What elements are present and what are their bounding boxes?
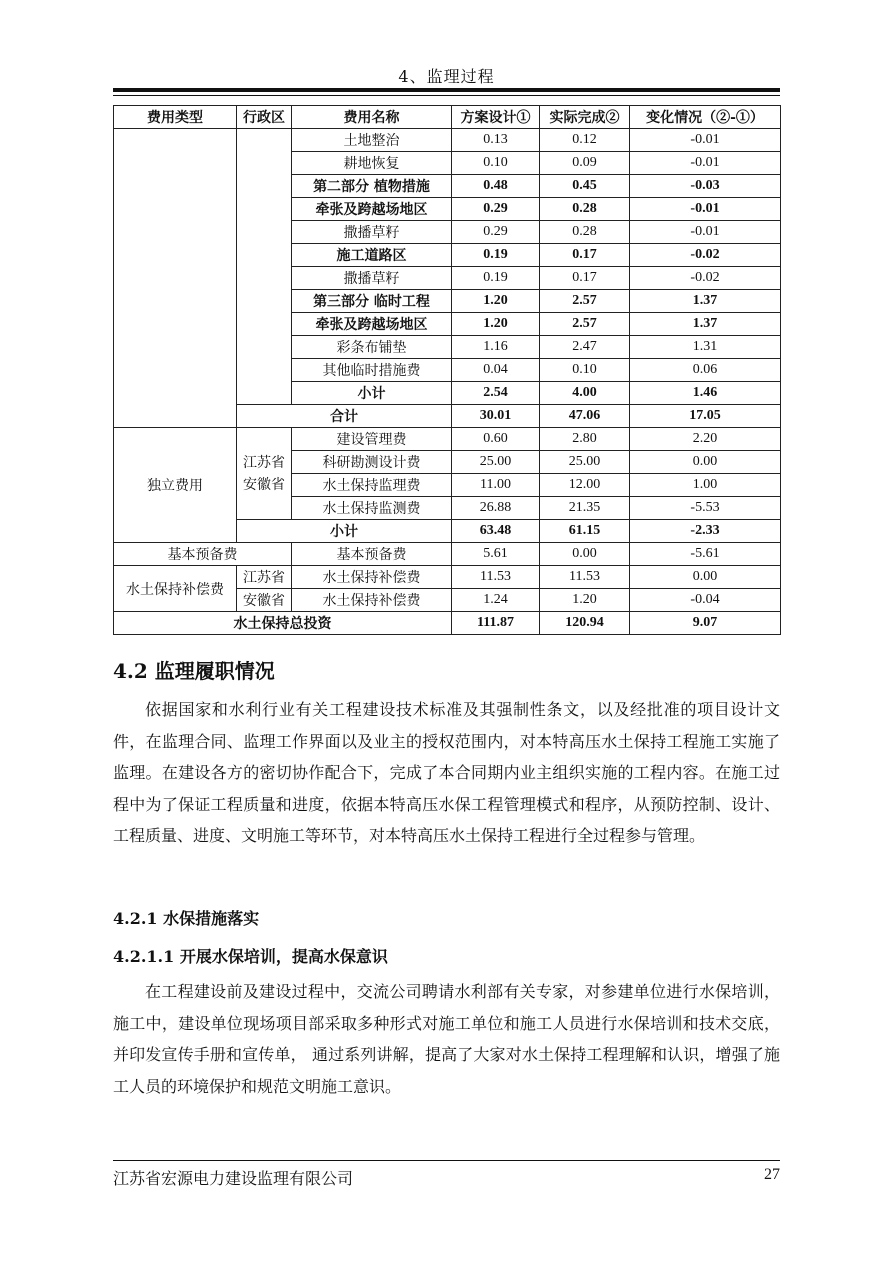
subsubsection-title: 4.2.1.1 开展水保培训，提高水保意识 bbox=[113, 947, 388, 966]
cell-change: -0.01 bbox=[630, 129, 781, 152]
cell-cost-type-empty bbox=[114, 129, 237, 428]
cell-change: -0.01 bbox=[630, 221, 781, 244]
cell-cost-name: 科研勘测设计费 bbox=[292, 451, 452, 474]
cell-actual: 2.47 bbox=[540, 336, 630, 359]
cell-change: -0.04 bbox=[630, 589, 781, 612]
table-row bbox=[114, 129, 781, 152]
cell-cost-type: 水土保持补偿费 bbox=[114, 566, 237, 612]
cell-plan: 1.20 bbox=[452, 313, 540, 336]
footer-rule bbox=[113, 1160, 780, 1161]
cell-plan: 11.00 bbox=[452, 474, 540, 497]
cell-change: 0.00 bbox=[630, 566, 781, 589]
cell-actual: 47.06 bbox=[540, 405, 630, 428]
section-paragraph-2: 在工程建设前及建设过程中，交流公司聘请水利部有关专家，对参建单位进行水保培训，施工中，建设单位现场项目部采取多种形式对施工单位和施工人员进行水保培训和技术交底，并印发宣传手册和宣传单， 通过系列讲解，提高了大家对水土保持工程理解和认识，增强了施工人员的环境保护和规范文明施工意识。 bbox=[113, 982, 780, 1096]
table-row-grand-total bbox=[114, 612, 781, 635]
cell-plan: 1.20 bbox=[452, 290, 540, 313]
cell-plan: 0.29 bbox=[452, 221, 540, 244]
cell-plan: 1.16 bbox=[452, 336, 540, 359]
cell-actual: 25.00 bbox=[540, 451, 630, 474]
cell-cost-name: 撒播草籽 bbox=[292, 221, 452, 244]
cell-plan: 0.13 bbox=[452, 129, 540, 152]
cell-actual: 11.53 bbox=[540, 566, 630, 589]
cell-change: -0.02 bbox=[630, 267, 781, 290]
cell-cost-name: 小计 bbox=[237, 520, 452, 543]
cell-plan: 26.88 bbox=[452, 497, 540, 520]
subsection-title: 4.2.1 水保措施落实 bbox=[113, 909, 260, 928]
cell-actual: 0.17 bbox=[540, 244, 630, 267]
cell-change: 1.37 bbox=[630, 290, 781, 313]
header-actual: 实际完成② bbox=[540, 106, 630, 129]
cell-cost-name: 耕地恢复 bbox=[292, 152, 452, 175]
header-change: 变化情况（②-①） bbox=[630, 106, 781, 129]
footer-company: 江苏省宏源电力建设监理有限公司 bbox=[113, 1169, 354, 1188]
header-region: 行政区 bbox=[237, 106, 292, 129]
cell-plan: 0.48 bbox=[452, 175, 540, 198]
cell-plan: 0.60 bbox=[452, 428, 540, 451]
cell-change: 1.37 bbox=[630, 313, 781, 336]
cell-change: -5.53 bbox=[630, 497, 781, 520]
cell-change: -0.01 bbox=[630, 198, 781, 221]
cell-cost-name: 第三部分 临时工程 bbox=[292, 290, 452, 313]
cell-actual: 2.80 bbox=[540, 428, 630, 451]
cell-cost-name: 牵张及跨越场地区 bbox=[292, 313, 452, 336]
cell-actual: 120.94 bbox=[540, 612, 630, 635]
cell-plan: 0.04 bbox=[452, 359, 540, 382]
header-cost-name: 费用名称 bbox=[292, 106, 452, 129]
cell-change: 0.06 bbox=[630, 359, 781, 382]
cell-cost-name: 牵张及跨越场地区 bbox=[292, 198, 452, 221]
cell-plan: 63.48 bbox=[452, 520, 540, 543]
cell-actual: 0.45 bbox=[540, 175, 630, 198]
cell-change: -0.01 bbox=[630, 152, 781, 175]
cell-change: -2.33 bbox=[630, 520, 781, 543]
cell-region-empty bbox=[237, 129, 292, 405]
cell-plan: 25.00 bbox=[452, 451, 540, 474]
cell-region: 江苏省 bbox=[237, 566, 292, 589]
cell-change: 1.00 bbox=[630, 474, 781, 497]
cell-cost-type: 独立费用 bbox=[114, 428, 237, 543]
cell-cost-name: 第二部分 植物措施 bbox=[292, 175, 452, 198]
table-header-row bbox=[114, 106, 781, 129]
cell-grand-total-name: 水土保持总投资 bbox=[114, 612, 452, 635]
cell-actual: 0.12 bbox=[540, 129, 630, 152]
cell-change: 9.07 bbox=[630, 612, 781, 635]
cell-cost-name: 水土保持补偿费 bbox=[292, 566, 452, 589]
cell-total-name: 合计 bbox=[237, 405, 452, 428]
cell-plan: 5.61 bbox=[452, 543, 540, 566]
cell-plan: 1.24 bbox=[452, 589, 540, 612]
cell-actual: 61.15 bbox=[540, 520, 630, 543]
table-row bbox=[114, 428, 781, 451]
cell-region: 安徽省 bbox=[237, 589, 292, 612]
cell-cost-name: 水土保持监测费 bbox=[292, 497, 452, 520]
cell-actual: 21.35 bbox=[540, 497, 630, 520]
cell-cost-name: 施工道路区 bbox=[292, 244, 452, 267]
cell-actual: 0.28 bbox=[540, 221, 630, 244]
cell-change: 2.20 bbox=[630, 428, 781, 451]
cell-change: 1.31 bbox=[630, 336, 781, 359]
cell-cost-name: 土地整治 bbox=[292, 129, 452, 152]
cell-actual: 2.57 bbox=[540, 313, 630, 336]
cell-region: 江苏省 安徽省 bbox=[237, 428, 292, 520]
cell-actual: 1.20 bbox=[540, 589, 630, 612]
table-row-reserve bbox=[114, 543, 781, 566]
section-title: 4.2 监理履职情况 bbox=[113, 659, 275, 683]
cell-actual: 2.57 bbox=[540, 290, 630, 313]
cell-cost-name: 撒播草籽 bbox=[292, 267, 452, 290]
page-number: 27 bbox=[764, 1166, 780, 1183]
investment-comparison-table bbox=[113, 105, 781, 635]
cell-cost-name: 其他临时措施费 bbox=[292, 359, 452, 382]
cell-plan: 0.19 bbox=[452, 267, 540, 290]
cell-change: -5.61 bbox=[630, 543, 781, 566]
section-paragraph-1: 依据国家和水利行业有关工程建设技术标准及其强制性条文，以及经批准的项目设计文件，在监理合同、监理工作界面以及业主的授权范围内，对本特高压水土保持工程施工实施了监理。在建设各方的密切协作配合下，完成了本合同期内业主组织实施的工程内容。在施工过程中为了保证工程质量和进度，依据本特高压水保工程管理模式和程序，从预防控制、设计、工程质量、进度、文明施工等环节，对本特高压水土保持工程进行全过程参与管理。 bbox=[113, 700, 780, 845]
cell-actual: 0.09 bbox=[540, 152, 630, 175]
cell-cost-name: 彩条布铺垫 bbox=[292, 336, 452, 359]
header-cost-type: 费用类型 bbox=[114, 106, 237, 129]
cell-actual: 0.17 bbox=[540, 267, 630, 290]
cell-cost-name: 建设管理费 bbox=[292, 428, 452, 451]
cell-plan: 2.54 bbox=[452, 382, 540, 405]
cell-cost-name: 基本预备费 bbox=[292, 543, 452, 566]
cell-change: 1.46 bbox=[630, 382, 781, 405]
cell-plan: 30.01 bbox=[452, 405, 540, 428]
cell-actual: 0.28 bbox=[540, 198, 630, 221]
cell-cost-type: 基本预备费 bbox=[114, 543, 292, 566]
cell-plan: 0.10 bbox=[452, 152, 540, 175]
cell-plan: 0.29 bbox=[452, 198, 540, 221]
cell-change: 17.05 bbox=[630, 405, 781, 428]
cell-plan: 0.19 bbox=[452, 244, 540, 267]
cell-cost-name: 水土保持监理费 bbox=[292, 474, 452, 497]
cell-actual: 0.00 bbox=[540, 543, 630, 566]
cell-change: -0.03 bbox=[630, 175, 781, 198]
cell-plan: 11.53 bbox=[452, 566, 540, 589]
cell-cost-name: 小计 bbox=[292, 382, 452, 405]
header-rule-thick bbox=[113, 88, 780, 92]
header-plan: 方案设计① bbox=[452, 106, 540, 129]
header-rule-thin bbox=[113, 95, 780, 96]
table-row bbox=[114, 566, 781, 589]
cell-actual: 0.10 bbox=[540, 359, 630, 382]
cell-actual: 12.00 bbox=[540, 474, 630, 497]
cell-change: 0.00 bbox=[630, 451, 781, 474]
cell-change: -0.02 bbox=[630, 244, 781, 267]
cell-actual: 4.00 bbox=[540, 382, 630, 405]
cell-plan: 111.87 bbox=[452, 612, 540, 635]
cell-cost-name: 水土保持补偿费 bbox=[292, 589, 452, 612]
page-header-title: 4、监理过程 bbox=[398, 67, 495, 86]
